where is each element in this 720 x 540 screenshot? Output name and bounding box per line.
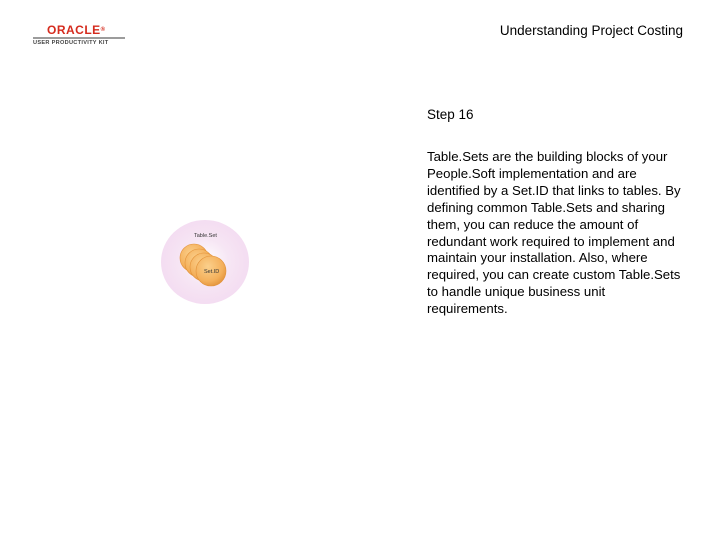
logo-subtitle: USER PRODUCTIVITY KIT [33,40,109,46]
document-title: Understanding Project Costing [499,23,683,38]
oracle-upk-logo [33,24,125,48]
logo-brand: ORACLE® [47,23,106,37]
tableset-label: Table.Set [194,233,217,239]
step-label: Step 16 [427,107,474,122]
tableset-diagram [150,210,270,310]
setid-label: Set.ID [204,269,220,275]
tableset-graphic [150,210,270,310]
logo-rule [33,37,125,39]
step-description: Table.Sets are the building blocks of your People.Soft implementation and are identified by a Set.ID that links to tables. By defining common Table.Sets and sharing them, you can reduce the amount of redundant work required to implement and maintain your installation. Also, where required, you can create custom Table.Sets to handle unique business unit requirements. [427,149,681,317]
